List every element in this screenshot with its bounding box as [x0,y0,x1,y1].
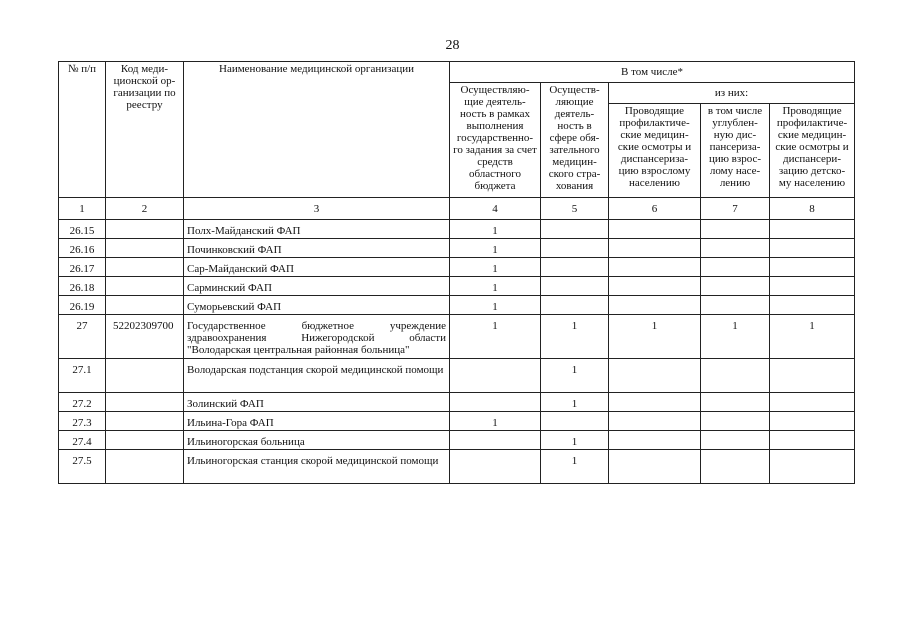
row-name: Государственное бюджетное учреждение здравоохранения Нижегородской области "Володарская центральная районная больница" [184,315,450,359]
header-of-them: из них: [609,83,855,104]
row-number: 26.19 [59,296,106,315]
row-col-8 [770,220,855,239]
header-col-6: Проводящие профилактиче-ские медицин-ские осмотры и диспансериза-цию взрослому населению [609,104,701,198]
column-number: 6 [609,198,701,220]
row-number: 27.3 [59,412,106,431]
row-number: 27 [59,315,106,359]
row-col-7: 1 [701,315,770,359]
row-col-7 [701,239,770,258]
row-code [106,277,184,296]
row-col-6 [609,239,701,258]
column-number: 5 [541,198,609,220]
row-col-8 [770,393,855,412]
row-number: 27.1 [59,359,106,393]
row-code [106,393,184,412]
table-row [59,412,855,431]
row-col-6 [609,359,701,393]
row-col-6 [609,296,701,315]
row-col-8 [770,431,855,450]
row-name: Сар-Майданский ФАП [184,258,450,277]
column-number: 4 [450,198,541,220]
column-number: 2 [106,198,184,220]
row-col-5 [541,277,609,296]
row-col-6 [609,450,701,484]
row-col-5 [541,258,609,277]
header-col-7: в том числе углублен-ную дис-пансериза-цию взрос-лому насе-лению [701,104,770,198]
column-number: 3 [184,198,450,220]
table-row [59,450,855,484]
row-col-5 [541,239,609,258]
row-name: Ильиногорская станция скорой медицинской помощи [184,450,450,484]
row-code [106,431,184,450]
row-col-7 [701,393,770,412]
row-col-7 [701,277,770,296]
table-row [59,359,855,393]
header-col-number: № п/п [59,62,106,198]
row-code: 52202309700 [106,315,184,359]
row-col-4: 1 [450,277,541,296]
table-row [59,315,855,359]
row-code [106,296,184,315]
row-col-8 [770,296,855,315]
table-row [59,431,855,450]
row-code [106,359,184,393]
row-name: Ильина-Гора ФАП [184,412,450,431]
row-col-7 [701,296,770,315]
row-col-8 [770,412,855,431]
page-number: 28 [445,38,460,53]
row-col-4: 1 [450,315,541,359]
row-col-5: 1 [541,359,609,393]
row-col-4: 1 [450,412,541,431]
row-col-4: 1 [450,258,541,277]
row-code [106,258,184,277]
row-col-7 [701,412,770,431]
row-name: Золинский ФАП [184,393,450,412]
row-number: 27.2 [59,393,106,412]
row-col-6 [609,412,701,431]
row-col-4 [450,450,541,484]
header-col-4: Осуществляю-щие деятель-ность в рамках выполнения государственно-го задания за счет средств областного бюджета [450,83,541,198]
row-col-5 [541,220,609,239]
row-col-4 [450,431,541,450]
row-col-7 [701,359,770,393]
table-row [59,296,855,315]
table-body [59,220,855,484]
table-row [59,239,855,258]
row-name: Суморьевский ФАП [184,296,450,315]
row-col-5: 1 [541,393,609,412]
row-col-8 [770,359,855,393]
table-row [59,258,855,277]
header-col-8: Проводящие профилактиче-ские медицин-ские осмотры и диспансери-зацию детско-му населению [770,104,855,198]
row-col-6 [609,258,701,277]
table-row [59,393,855,412]
row-col-5: 1 [541,315,609,359]
row-col-4: 1 [450,239,541,258]
row-number: 26.16 [59,239,106,258]
row-code [106,220,184,239]
row-col-8: 1 [770,315,855,359]
row-name: Володарская подстанция скорой медицинской помощи [184,359,450,393]
row-col-8 [770,277,855,296]
row-code [106,450,184,484]
row-col-7 [701,450,770,484]
row-col-5: 1 [541,450,609,484]
row-name: Сарминский ФАП [184,277,450,296]
row-col-8 [770,239,855,258]
row-code [106,412,184,431]
row-name: Починковский ФАП [184,239,450,258]
row-col-4 [450,359,541,393]
row-col-4: 1 [450,296,541,315]
table-row [59,220,855,239]
row-col-7 [701,431,770,450]
row-number: 27.5 [59,450,106,484]
row-col-5: 1 [541,431,609,450]
medical-organizations-table [58,61,855,484]
column-number: 8 [770,198,855,220]
header-col-name: Наименование медицинской организации [184,62,450,198]
row-col-6: 1 [609,315,701,359]
row-name: Ильиногорская больница [184,431,450,450]
row-col-4: 1 [450,220,541,239]
header-in-total: В том числе* [450,62,855,83]
row-col-6 [609,277,701,296]
row-col-5 [541,296,609,315]
row-col-4 [450,393,541,412]
table-header [59,62,855,220]
row-col-7 [701,220,770,239]
column-number: 1 [59,198,106,220]
header-col-5: Осуществ-ляющие деятель-ность в сфере обя-зательного медицин-ского стра-хования [541,83,609,198]
row-col-6 [609,220,701,239]
table-row [59,277,855,296]
row-col-5 [541,412,609,431]
row-col-6 [609,431,701,450]
row-number: 26.18 [59,277,106,296]
header-col-code: Код меди-ционской ор-ганизации по реестру [106,62,184,198]
column-number-row [59,198,855,220]
row-col-7 [701,258,770,277]
column-number: 7 [701,198,770,220]
row-name: Полх-Майданский ФАП [184,220,450,239]
row-number: 26.17 [59,258,106,277]
row-code [106,239,184,258]
row-col-6 [609,393,701,412]
row-number: 27.4 [59,431,106,450]
row-col-8 [770,450,855,484]
row-number: 26.15 [59,220,106,239]
row-col-8 [770,258,855,277]
